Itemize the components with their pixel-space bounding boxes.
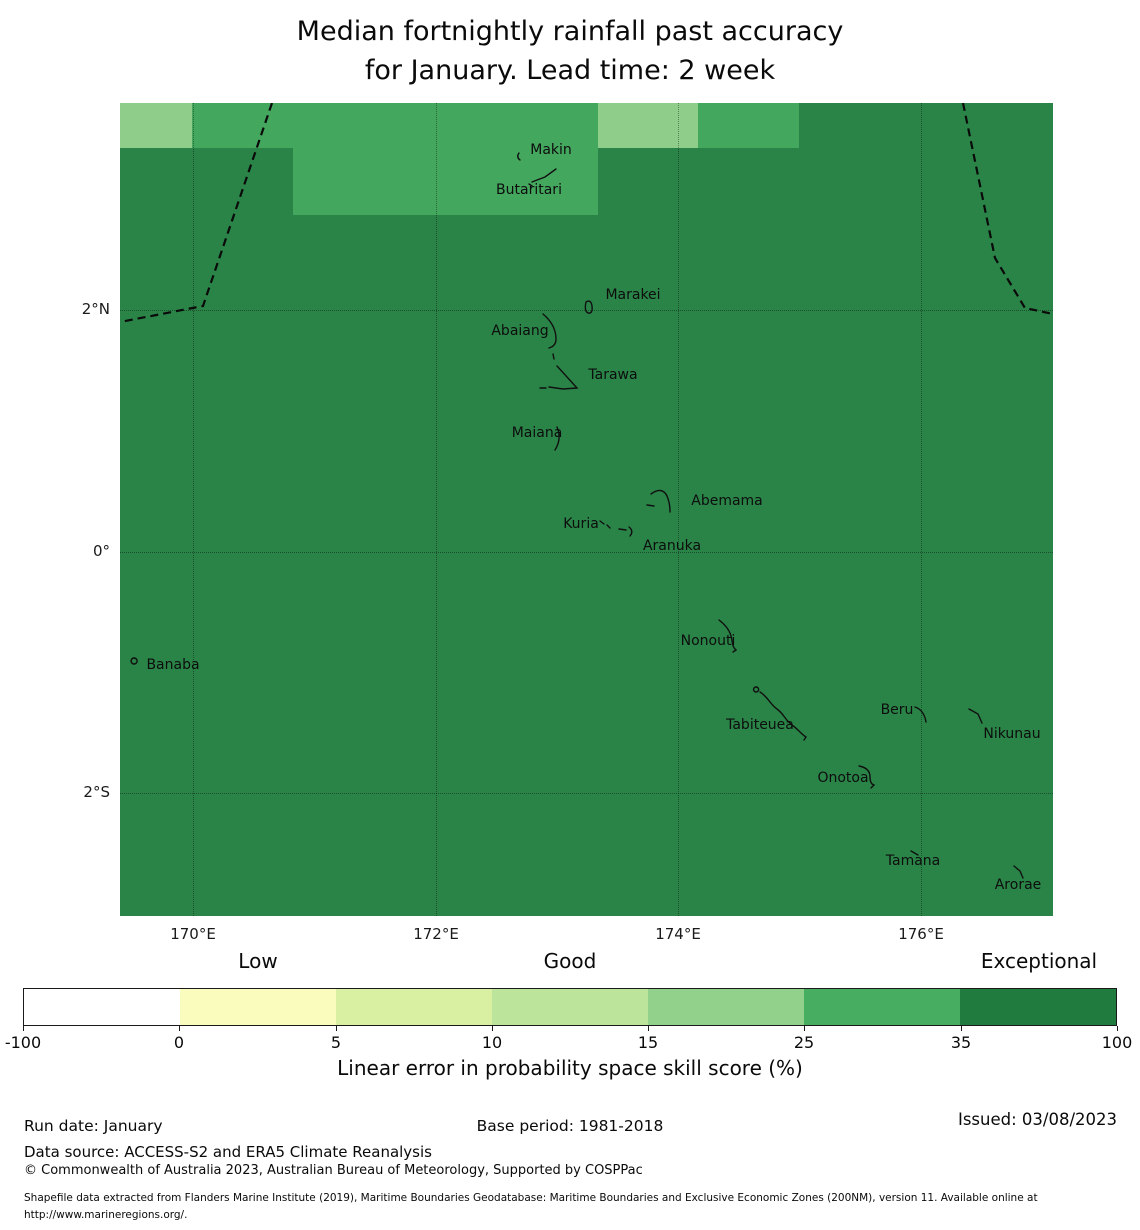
run-date-text: Run date: January (24, 1117, 163, 1135)
island-label-maiana: Maiana (511, 425, 563, 441)
colorbar-tick-15: 15 (637, 1033, 659, 1052)
island-outline-aranuka (619, 527, 632, 536)
island-label-tamana: Tamana (885, 853, 941, 869)
colorbar-segment-15-25 (648, 989, 804, 1025)
island-outline-makin (518, 153, 520, 160)
island-label-abemama: Abemama (691, 493, 763, 509)
island-outline-kuria (600, 521, 610, 528)
island-label-tarawa: Tarawa (588, 367, 638, 383)
colorbar-segment-35-100 (960, 989, 1116, 1025)
title-line-2: for January. Lead time: 2 week (364, 55, 776, 86)
copyright-text: © Commonwealth of Australia 2023, Australian Bureau of Meteorology, Supported by COSPPac (24, 1163, 643, 1178)
island-label-nikunau: Nikunau (983, 726, 1041, 742)
island-label-arorae: Arorae (994, 877, 1042, 893)
colorbar-axis-label: Linear error in probability space skill score (%) (337, 1056, 803, 1080)
x-tick-176°E: 176°E (898, 925, 944, 943)
island-label-makin: Makin (530, 142, 572, 158)
island-label-onotoa: Onotoa (817, 770, 869, 786)
colorbar-tickmark--100 (23, 1026, 24, 1031)
colorbar-tick-0: 0 (173, 1033, 185, 1052)
colorbar-tick--100: -100 (4, 1033, 42, 1052)
title-line-1: Median fortnightly rainfall past accuracy (296, 16, 844, 47)
colorbar-tickmark-5 (336, 1026, 337, 1031)
island-outline-abemama (647, 490, 670, 512)
colorbar-tickmark-15 (648, 1026, 649, 1031)
island-label-marakei: Marakei (605, 287, 661, 303)
colorbar-category-exceptional: Exceptional (980, 949, 1098, 973)
colorbar-tickmark-10 (492, 1026, 493, 1031)
island-label-kuria: Kuria (563, 516, 599, 532)
y-tick-0°: 0° (92, 542, 110, 560)
colorbar-tick-25: 25 (793, 1033, 815, 1052)
colorbar-tick-5: 5 (330, 1033, 342, 1052)
colorbar-tick-100: 100 (1101, 1033, 1133, 1052)
colorbar-tickmark-100 (1117, 1026, 1118, 1031)
island-outline-tarawa (540, 354, 577, 389)
issued-date-text: Issued: 03/08/2023 (957, 1110, 1117, 1129)
colorbar-segment--100-0 (24, 989, 180, 1025)
colorbar-segment-10-15 (492, 989, 648, 1025)
y-tick-2°S: 2°S (83, 783, 110, 801)
colorbar-category-good: Good (543, 949, 597, 973)
colorbar-category-low: Low (238, 949, 278, 973)
y-tick-2°N: 2°N (81, 300, 110, 318)
colorbar-tick-35: 35 (950, 1033, 972, 1052)
island-outline-banaba (131, 658, 137, 664)
colorbar-tickmark-0 (179, 1026, 180, 1031)
island-label-butaritari: Butaritari (496, 182, 562, 198)
colorbar (23, 988, 1117, 1026)
base-period-text: Base period: 1981-2018 (476, 1117, 664, 1135)
island-outline-nikunau (969, 709, 982, 723)
colorbar-segment-0-5 (180, 989, 336, 1025)
colorbar-tick-10: 10 (481, 1033, 503, 1052)
island-label-beru: Beru (880, 702, 914, 718)
island-label-aranuka: Aranuka (642, 538, 702, 554)
colorbar-segment-5-10 (336, 989, 492, 1025)
island-outline-beru (915, 707, 926, 722)
colorbar-segment-25-35 (804, 989, 960, 1025)
island-label-nonouti: Nonouti (680, 633, 736, 649)
colorbar-tickmark-35 (961, 1026, 962, 1031)
x-tick-174°E: 174°E (655, 925, 701, 943)
colorbar-tickmark-25 (804, 1026, 805, 1031)
shapefile-attribution-text: Shapefile data extracted from Flanders Marine Institute (2019), Maritime Boundaries Geodatabase: Maritime Boundaries and Exclusive Economic Zones (200NM), version 11. Available online at http://www.marineregions.org/. (24, 1192, 1038, 1221)
map-panel (120, 103, 1053, 916)
island-label-abaiang: Abaiang (491, 323, 549, 339)
x-tick-170°E: 170°E (170, 925, 216, 943)
x-tick-172°E: 172°E (413, 925, 459, 943)
east-eez-boundary-dashed-line (963, 103, 1053, 314)
map-vector-overlay (120, 103, 1053, 916)
west-eez-boundary-dashed-line (120, 103, 272, 322)
figure-title (0, 12, 1140, 90)
island-label-tabiteuea: Tabiteuea (726, 717, 794, 733)
island-label-banaba: Banaba (146, 657, 200, 673)
data-source-text: Data source: ACCESS-S2 and ERA5 Climate Reanalysis (24, 1143, 432, 1161)
island-outline-marakei (585, 301, 592, 313)
